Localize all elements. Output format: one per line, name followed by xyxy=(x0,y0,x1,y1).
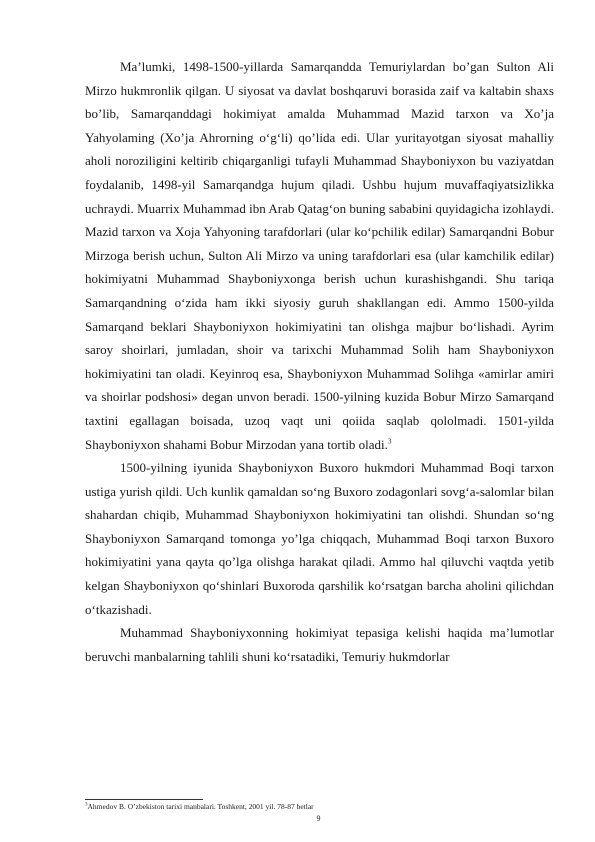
paragraph: Muhammad Shayboniyxonning hokimiyat tepasiga kelishi haqida ma’lumotlar beruvchi manbalarning tahlili shuni ko‘rsatadiki, Temuriy hukmdorlar xyxy=(85,625,554,664)
footnote-separator xyxy=(85,799,203,800)
paragraph-text: Ma’lumki, 1498-1500-yillarda Samarqandda Temuriylardan bo’gan Sulton Ali Mirzo hukmronlik qilgan. U siyosat va davlat boshqaruvi borasida zaif va kaltabin shaxs bo’lib, Samarqanddagi hokimiyat amalda Muhammad Mazid tarxon va Xo’ja Yahyolaming (Xo’ja Ahrorning o‘g‘li) qo’lida edi. Ular yuritayotgan siyosat mahalliy aholi noroziligini keltirib chiqarganligi tufayli Muhammad Shayboniyxon bu vaziyatdan foydalanib, 1498-yil Samarqandga hujum qiladi. Ushbu hujum muvaffaqiyatsizlikka uchraydi. Muarrix Muhammad ibn Arab Qatag‘on buning sababini quyidagicha izohlaydi. Mazid tarxon va Xoja Yahyoning tarafdorlari (ular ko‘pchilik edilar) Samarqandni Bobur Mirzoga berish uchun, Sulton Ali Mirzo va uning tarafdorlari esa (ular kamchilik edilar) hokimiyatni Muhammad Shayboniyxonga berish uchun kurashishgandi. Shu tariqa Samarqandning o‘zida ham ikki siyosiy guruh shakllangan edi. Ammo 1500-yilda Samarqand beklari Shayboniyxon hokimiyatini tan olishga majbur bo‘lishadi. Ayrim saroy shoirlari, jumladan, shoir va tarixchi Muhammad Solih ham Shayboniyxon hokimiyatini tan oladi. Keyinroq esa, Shayboniyxon Muhammad Solihga «amirlar amiri va shoirlar podshosi» degan unvon beradi. 1500-yilning kuzida Bobur Mirzo Samarqand taxtini egallagan boisada, uzoq vaqt uni qoiida saqlab qololmadi. 1501-yilda Shayboniyxon shahami Bobur Mirzodan yana tortib oladi. xyxy=(85,59,554,452)
footnote-reference[interactable]: 3 xyxy=(387,437,392,446)
paragraph xyxy=(85,55,554,456)
body-text xyxy=(85,55,554,668)
page-number: 9 xyxy=(316,814,321,823)
footnote xyxy=(85,802,554,812)
footnote-number: 3 xyxy=(85,802,88,808)
footnote-text: Ahmedov B. O’zbekiston tarixi manbalari. Toshkent, 2001 yil. 78-87 betlar xyxy=(87,802,314,811)
paragraph: 1500-yilning iyunida Shayboniyxon Buxoro hukmdori Muhammad Boqi tarxon ustiga yurish qildi. Uch kunlik qamaldan so‘ng Buxoro zodagonlari sovg‘a-salomlar bilan shahardan chiqib, Muhammad Shayboniyxon hokimiyatini tan olishdi. Shundan so‘ng Shayboniyxon Samarqand tomonga yo’lga chiqqach, Muhammad Boqi tarxon Buxoro hokimiyatini yana qayta qo’lga olishga harakat qiladi. Ammo hal qiluvchi vaqtda yetib kelgan Shayboniyxon qo‘shinlari Buxoroda qarshilik ko‘rsatgan barcha aholini qilichdan o‘tkazishadi. xyxy=(85,460,554,617)
